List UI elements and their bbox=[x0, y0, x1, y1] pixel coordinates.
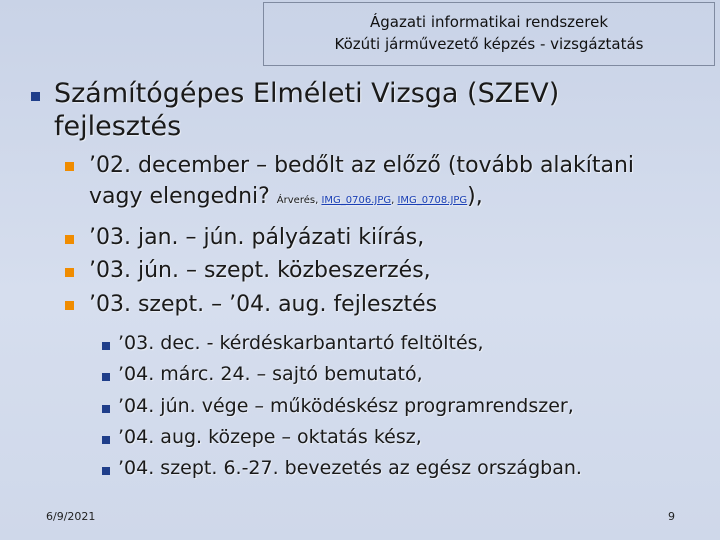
list-item-end: ), bbox=[467, 184, 483, 209]
image-link-0706[interactable]: IMG_0706.JPG bbox=[321, 195, 392, 206]
list-item-continuation bbox=[89, 182, 483, 215]
sub-bullet-icon bbox=[102, 467, 110, 475]
sub-list-item: ’04. márc. 24. – sajtó bemutató, bbox=[118, 363, 423, 385]
header-box bbox=[263, 2, 715, 66]
image-link-0708[interactable]: IMG_0708.JPG bbox=[397, 195, 468, 206]
list-item: ’03. jan. – jún. pályázati kiírás, bbox=[89, 225, 425, 250]
auction-note: Árverés, bbox=[276, 195, 322, 206]
bullet-icon bbox=[65, 162, 74, 171]
sub-list-item: ’04. jún. vége – működéskész programrendszer, bbox=[118, 395, 574, 417]
list-item: ’03. szept. – ’04. aug. fejlesztés bbox=[89, 292, 438, 317]
sub-bullet-icon bbox=[102, 405, 110, 413]
title-bullet-icon bbox=[31, 92, 40, 101]
header-line-2: Közúti járművezető képzés - vizsgáztatás bbox=[334, 35, 644, 53]
sub-bullet-icon bbox=[102, 373, 110, 381]
list-item-text: vagy elengedni? bbox=[89, 184, 277, 209]
sub-bullet-icon bbox=[102, 342, 110, 350]
sub-list-item: ’03. dec. - kérdéskarbantartó feltöltés, bbox=[118, 332, 484, 354]
footer-date: 6/9/2021 bbox=[46, 510, 96, 523]
sub-bullet-icon bbox=[102, 436, 110, 444]
header-line-1: Ágazati informatikai rendszerek bbox=[369, 13, 609, 31]
bullet-icon bbox=[65, 235, 74, 244]
link-separator: , bbox=[391, 195, 398, 206]
title-line-1: Számítógépes Elméleti Vizsga (SZEV) bbox=[54, 78, 560, 109]
list-item: ’02. december – bedőlt az előző (tovább alakítani bbox=[89, 153, 635, 178]
bullet-icon bbox=[65, 268, 74, 277]
page-number: 9 bbox=[668, 510, 675, 523]
title-line-2: fejlesztés bbox=[54, 111, 182, 142]
slide-title bbox=[54, 77, 694, 143]
sub-list-item: ’04. aug. közepe – oktatás kész, bbox=[118, 426, 422, 448]
list-item: ’03. jún. – szept. közbeszerzés, bbox=[89, 258, 431, 283]
bullet-icon bbox=[65, 301, 74, 310]
sub-list-item: ’04. szept. 6.-27. bevezetés az egész országban. bbox=[118, 457, 582, 479]
